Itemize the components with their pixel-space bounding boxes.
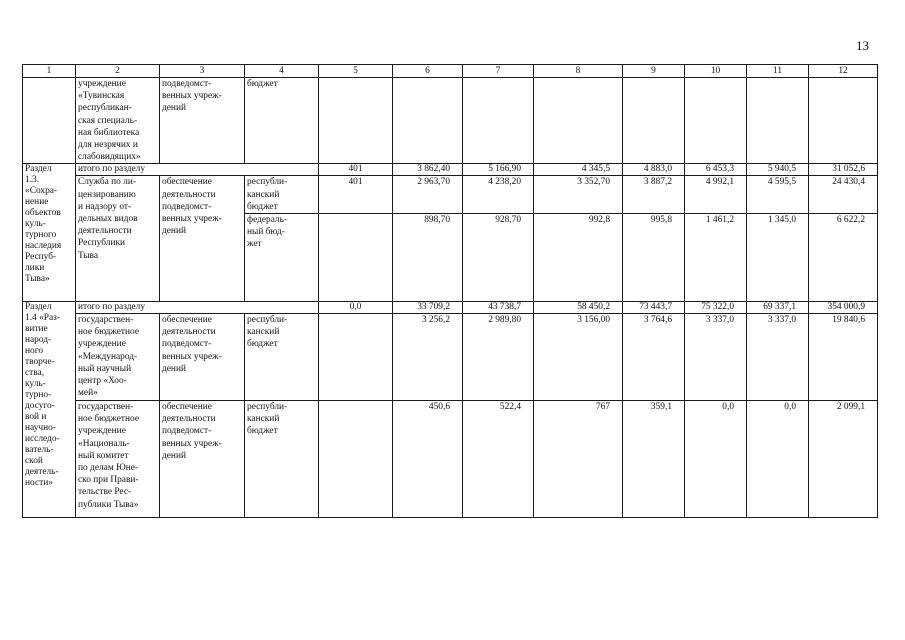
purpose-cell: обеспечение деятельности подведомст- венных учреж- дений	[160, 176, 245, 302]
purpose-cell: обеспечение деятельности подведомст- венных учреж- дений	[160, 401, 245, 518]
section-title: Раздел 1.3. «Сохра- нение объектов куль- турного наследия Респуб- лики Тыва»	[23, 164, 76, 302]
organization-cell: учреждение «Тувинская республикан- ская специаль- ная библиотека для незрячих и слабовидящих»	[76, 78, 160, 164]
value-cell: 354 000,9	[809, 302, 878, 314]
col-header: 11	[747, 65, 809, 78]
section-cell	[23, 78, 76, 164]
value-cell: 401	[319, 164, 393, 176]
organization-cell: государствен- ное бюджетное учреждение «Националь- ный комитет по делам Юне- ско при Прави- тельстве Рес- публики Тыва»	[76, 401, 160, 518]
value-cell: 4 595,5	[747, 176, 809, 214]
table-row	[23, 176, 878, 214]
value-cell: 450,6	[393, 401, 463, 518]
table-row	[23, 78, 878, 164]
value-cell: 992,8	[534, 214, 623, 302]
value-cell: 995,8	[623, 214, 685, 302]
value-cell: 6 453,3	[685, 164, 747, 176]
value-cell: 3 156,00	[534, 314, 623, 401]
purpose-cell: обеспечение деятельности подведомст- венных учреж- дений	[160, 314, 245, 401]
budget-cell: бюджет	[245, 78, 319, 164]
value-cell: 4 992,1	[685, 176, 747, 214]
value-cell: 6 622,2	[809, 214, 878, 302]
value-cell: 522,4	[463, 401, 534, 518]
value-cell: 0,0	[319, 302, 393, 314]
value-cell: 1 345,0	[747, 214, 809, 302]
section-title: Раздел 1.4 «Раз- витие народ- ного творче- ства, куль- турно- досуго- вой и научно- исследо- ватель- ской деятель- ности»	[23, 302, 76, 518]
table-row	[23, 401, 878, 518]
budget-table	[22, 64, 878, 518]
value-cell: 2 963,70	[393, 176, 463, 214]
value-cell: 5 166,90	[463, 164, 534, 176]
value-cell: 3 887,2	[623, 176, 685, 214]
col-header: 9	[623, 65, 685, 78]
value-cell: 19 840,6	[809, 314, 878, 401]
value-cell: 3 337,0	[685, 314, 747, 401]
total-label: итого по разделу	[76, 302, 319, 314]
value-cell: 4 238,20	[463, 176, 534, 214]
purpose-cell: подведомст- венных учреж- дений	[160, 78, 245, 164]
value-cell: 4 345,5	[534, 164, 623, 176]
col-header: 5	[319, 65, 393, 78]
section-total-row	[23, 164, 878, 176]
value-cell: 31 052,6	[809, 164, 878, 176]
budget-cell: республи- канский бюджет	[245, 314, 319, 401]
col-header: 1	[23, 65, 76, 78]
value-cell: 69 337,1	[747, 302, 809, 314]
section-total-row	[23, 302, 878, 314]
budget-cell: федераль- ный бюд- жет	[245, 214, 319, 302]
col-header: 8	[534, 65, 623, 78]
value-cell: 0,0	[685, 401, 747, 518]
value-cell: 3 352,70	[534, 176, 623, 214]
organization-cell: государствен- ное бюджетное учреждение «Международ- ный научный центр «Хоо- мей»	[76, 314, 160, 401]
col-header: 10	[685, 65, 747, 78]
value-cell: 3 764,6	[623, 314, 685, 401]
budget-cell: республи- канский бюджет	[245, 176, 319, 214]
col-header: 12	[809, 65, 878, 78]
value-cell: 58 450,2	[534, 302, 623, 314]
value-cell: 3 337,0	[747, 314, 809, 401]
value-cell: 928,70	[463, 214, 534, 302]
col-header: 3	[160, 65, 245, 78]
value-cell: 33 709,2	[393, 302, 463, 314]
table-row	[23, 314, 878, 401]
value-cell: 359,1	[623, 401, 685, 518]
value-cell	[319, 214, 393, 302]
value-cell: 898,70	[393, 214, 463, 302]
value-cell	[319, 314, 393, 401]
budget-cell: республи- канский бюджет	[245, 401, 319, 518]
col-header: 2	[76, 65, 160, 78]
value-cell: 75 322,0	[685, 302, 747, 314]
value-cell: 2 989,80	[463, 314, 534, 401]
value-cell: 3 862,40	[393, 164, 463, 176]
value-cell	[319, 401, 393, 518]
col-header: 4	[245, 65, 319, 78]
value-cell: 2 099,1	[809, 401, 878, 518]
value-cell: 1 461,2	[685, 214, 747, 302]
value-cell: 43 738,7	[463, 302, 534, 314]
value-cell: 0,0	[747, 401, 809, 518]
page-number: 13	[856, 38, 869, 53]
value-cell: 767	[534, 401, 623, 518]
col-header: 7	[463, 65, 534, 78]
value-cell: 5 940,5	[747, 164, 809, 176]
value-cell: 24 430,4	[809, 176, 878, 214]
value-cell: 3 256,2	[393, 314, 463, 401]
header-row	[23, 65, 878, 78]
value-cell: 4 883,0	[623, 164, 685, 176]
organization-cell: Служба по ли- цензированию и надзору от- дельных видов деятельности Республики Тыва	[76, 176, 160, 302]
value-cell: 73 443,7	[623, 302, 685, 314]
value-cell: 401	[319, 176, 393, 214]
total-label: итого по разделу	[76, 164, 319, 176]
col-header: 6	[393, 65, 463, 78]
